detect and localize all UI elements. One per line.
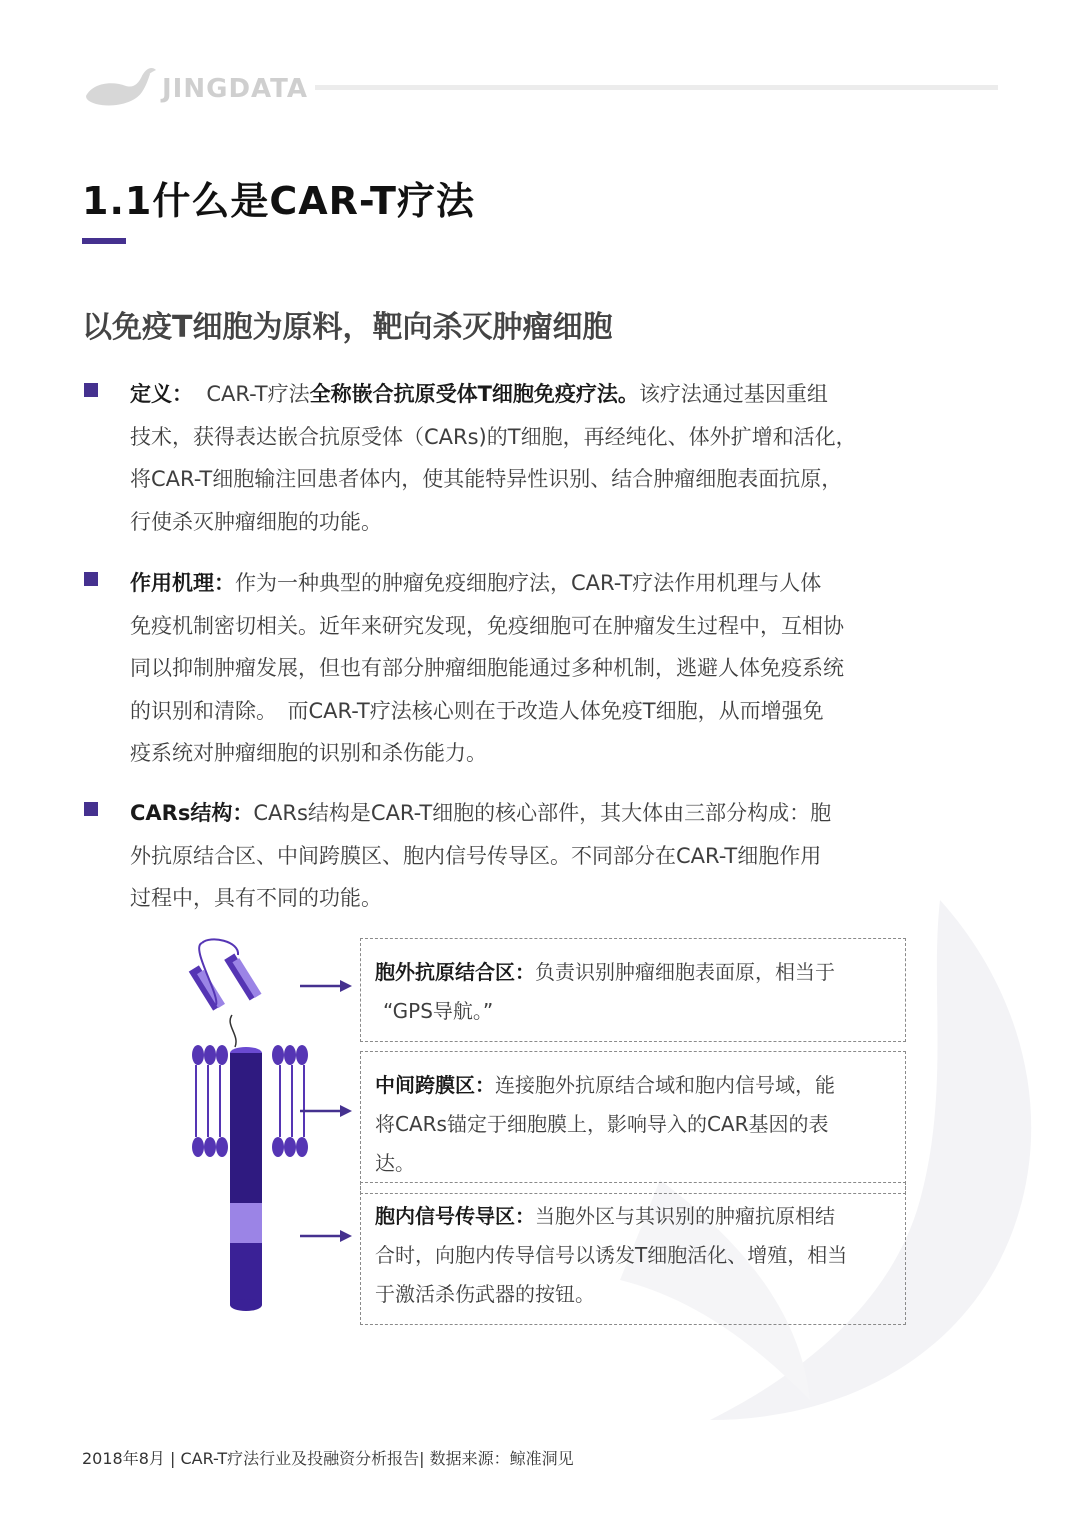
arrow-right-icon <box>300 1229 352 1243</box>
callout-transmembrane-domain <box>360 1051 906 1194</box>
page-title: 1.1什么是CAR-T疗法 <box>82 179 475 223</box>
text-run: 当胞外区与其识别的肿瘤抗原相结 <box>535 1204 835 1228</box>
page-footer: 2018年8月 | CAR-T疗法行业及投融资分析报告| 数据来源：鲸准洞见 <box>82 1449 574 1468</box>
bullet-label: 定义： <box>130 382 193 406</box>
bullet-square-icon <box>84 383 98 397</box>
text-line: 疫系统对肿瘤细胞的识别和杀伤能力。 <box>130 741 487 765</box>
title-accent-bar <box>82 238 126 244</box>
callout-extracellular-domain <box>360 938 906 1042</box>
text-run: CARs结构是CAR-T细胞的核心部件，其大体由三部分构成：胞 <box>253 801 832 825</box>
callout-label: 胞内信号传导区： <box>375 1204 535 1228</box>
header-divider <box>315 85 998 90</box>
section-subtitle: 以免疫T细胞为原料，靶向杀灭肿瘤细胞 <box>82 310 613 345</box>
callout-label: 中间跨膜区： <box>375 1073 495 1097</box>
text-run: CAR-T疗法 <box>206 382 310 406</box>
text-line: 行使杀灭肿瘤细胞的功能。 <box>130 509 382 534</box>
text-line: 外抗原结合区、中间跨膜区、胞内信号传导区。不同部分在CAR-T细胞作用 <box>130 843 822 868</box>
bullet-text <box>130 562 1010 775</box>
bullet-text <box>130 792 1010 920</box>
text-line: 将CARs锚定于细胞膜上，影响导入的CAR基因的表 <box>375 1112 829 1136</box>
text-line: “GPS导航。” <box>383 999 494 1023</box>
text-run: 连接胞外抗原结合域和胞内信号域，能 <box>495 1073 835 1097</box>
text-line: 同以抑制肿瘤发展，但也有部分肿瘤细胞能通过多种机制，逃避人体免疫系统 <box>130 656 844 680</box>
text-run: 该疗法通过基因重组 <box>638 382 828 406</box>
text-line: 于激活杀伤武器的按钮。 <box>375 1282 595 1306</box>
bullet-text <box>130 373 1010 543</box>
arrow-right-icon <box>300 979 352 993</box>
text-run: 作为一种典型的肿瘤免疫细胞疗法，CAR-T疗法作用机理与人体 <box>235 571 822 595</box>
text-line: 将CAR-T细胞输注回患者体内，使其能特异性识别、结合肿瘤细胞表面抗原， <box>130 467 843 491</box>
text-run: 负责识别肿瘤细胞表面原，相当于 <box>535 960 835 984</box>
bullet-label: 作用机理： <box>130 571 235 595</box>
bullet-label: CARs结构： <box>130 801 254 825</box>
text-line: 技术，获得表达嵌合抗原受体（CARs)的T细胞，再经纯化、体外扩增和活化， <box>130 424 857 449</box>
text-run-bold: 全称嵌合抗原受体T细胞免疫疗法。 <box>309 382 639 406</box>
bullet-square-icon <box>84 572 98 586</box>
text-line: 过程中，具有不同的功能。 <box>130 886 382 910</box>
callout-intracellular-domain <box>360 1182 906 1325</box>
text-line: 合时，向胞内传导信号以诱发T细胞活化、增殖，相当 <box>375 1243 848 1267</box>
text-line: 达。 <box>375 1151 415 1175</box>
whale-logo-icon <box>82 66 162 112</box>
text-line: 的识别和清除。 而CAR-T疗法核心则在于改造人体免疫T细胞，从而增强免 <box>130 698 824 723</box>
callout-label: 胞外抗原结合区： <box>375 960 535 984</box>
brand-name: JINGDATA <box>162 74 308 104</box>
arrow-right-icon <box>300 1104 352 1118</box>
text-line: 免疫机制密切相关。近年来研究发现，免疫细胞可在肿瘤发生过程中，互相协 <box>130 613 844 638</box>
bullet-square-icon <box>84 802 98 816</box>
